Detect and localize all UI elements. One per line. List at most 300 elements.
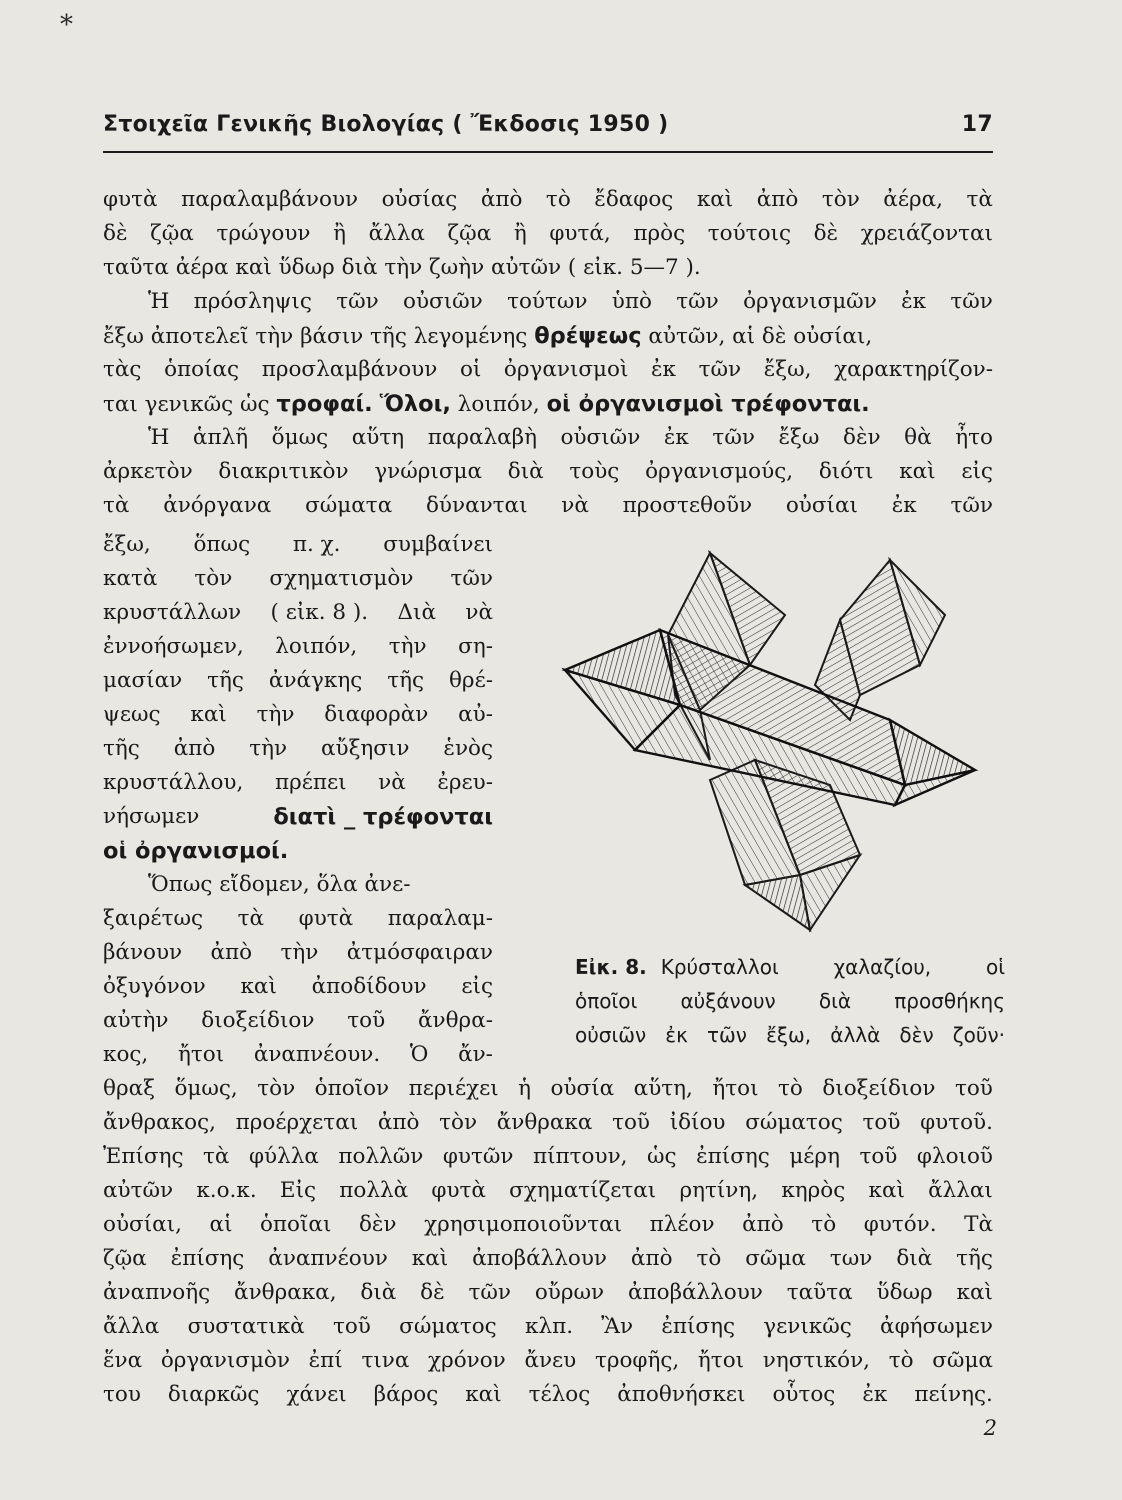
word: πλέον: [649, 1212, 715, 1237]
word: τῆς: [207, 668, 244, 693]
word: αὔξησιν: [321, 736, 410, 761]
word: Ὁ: [409, 1042, 429, 1067]
text-line: [103, 970, 493, 1004]
text-line: Ὅπως εἴδομεν, ὅλα ἀνε-: [148, 872, 411, 897]
word: ἀποβάλλουν: [472, 1246, 607, 1271]
corner-mark: ⁎: [60, 2, 73, 32]
word: των: [829, 1246, 873, 1271]
word: πρόσληψις: [193, 289, 312, 314]
word: τὰ: [966, 187, 993, 212]
word: ὁποίας: [164, 357, 240, 382]
word: τὸ: [696, 1246, 722, 1271]
word: ἔξω,: [763, 357, 812, 382]
header-rule: [103, 151, 993, 153]
word: πολλῶν: [338, 1144, 424, 1169]
word: ἁπλῆ: [192, 425, 249, 450]
word: ὁποῖοι: [575, 989, 638, 1013]
word: τοῦ: [347, 1008, 386, 1033]
word: ἀπὸ: [377, 1110, 420, 1135]
word: ὁποῖαι: [259, 1212, 332, 1237]
word: βάνουν: [103, 940, 183, 965]
word: ἀρκετὸν: [103, 459, 193, 484]
word: δὲ: [103, 221, 128, 246]
word: φυτὰ: [431, 1178, 486, 1203]
paragraph-bottom: [103, 1072, 993, 1412]
word: οὔρων: [534, 1280, 605, 1305]
word: διαφορὰν: [324, 702, 429, 727]
text-line: [103, 183, 993, 217]
word: Τὰ: [964, 1212, 993, 1237]
bold-term: οἱ ὀργανισμοὶ τρέφονται.: [546, 391, 870, 417]
word: ἄνθρακος,: [103, 1110, 216, 1135]
text-run: ται γενικῶς ὡς: [103, 392, 277, 417]
text-line: [103, 353, 993, 387]
word: ἀπὸ: [210, 940, 253, 965]
word: περιέχει: [408, 1076, 499, 1101]
bold-term: οἱ ὀργανισμοί.: [103, 838, 289, 864]
word: ὅπως: [193, 532, 251, 557]
word: ἡ: [518, 1076, 532, 1101]
word: καὶ: [899, 459, 936, 484]
word: Διὰ: [397, 600, 436, 625]
signature-mark: 2: [983, 1416, 997, 1440]
word: τινα: [361, 1348, 410, 1373]
word: ἐκ: [862, 1382, 888, 1407]
paragraph-top: [103, 183, 993, 523]
word: αὐ-: [458, 702, 493, 727]
word: διοξείδιον: [822, 1076, 936, 1101]
word: τοὺς: [569, 459, 620, 484]
word: τῆς: [956, 1246, 993, 1271]
word: π. χ.: [292, 532, 341, 557]
text-line: [103, 1004, 493, 1038]
word: ἐκ: [651, 357, 676, 382]
word: σώματος: [745, 1110, 843, 1135]
word: τὸ: [545, 187, 571, 212]
word: ἀναπνοῆς: [103, 1280, 211, 1305]
word: χαλαζίου,: [833, 955, 932, 979]
word: οὐσίαι,: [103, 1212, 182, 1237]
word: ἀπὸ: [480, 187, 523, 212]
word: ὕδωρ: [876, 1280, 933, 1305]
word: τούτων: [507, 289, 588, 314]
word: κρυστάλλων: [103, 600, 242, 625]
word: φυτά,: [549, 221, 611, 246]
word: ἀναπνέουν: [268, 1246, 388, 1271]
word: γνώρισμα: [374, 459, 483, 484]
word: συμβαίνει: [383, 532, 493, 557]
word: οὐσία: [550, 1076, 615, 1101]
text-line: [103, 1174, 993, 1208]
word: πίπτουν,: [532, 1144, 628, 1169]
word: τῶν: [950, 493, 993, 518]
word: φυτόν.: [863, 1212, 937, 1237]
text-line: [103, 1072, 993, 1106]
word: τῆς: [387, 668, 425, 693]
word: αἱ: [209, 1212, 233, 1237]
word: τὸν: [257, 1076, 296, 1101]
word: ἄλλα: [368, 221, 425, 246]
word: σχηματισμὸν: [269, 566, 414, 591]
word: τῶν: [712, 425, 755, 450]
word: διότι: [818, 459, 874, 484]
word: εἰς: [461, 974, 493, 999]
word: παραλαβὴ: [427, 425, 537, 450]
word: φύλλα: [248, 1144, 319, 1169]
word: οὐσιῶν: [560, 425, 641, 450]
word: προέρχεται: [235, 1110, 359, 1135]
word: ἔξω,: [766, 1023, 812, 1047]
word: ἀπὸ: [173, 736, 216, 761]
word: εἰς: [961, 459, 993, 484]
word: ἀπὸ: [742, 1212, 784, 1237]
word: καὶ: [465, 1382, 502, 1407]
word: διὰ: [360, 1280, 397, 1305]
word: τρώγουν: [216, 221, 311, 246]
word: ἐπίσης: [170, 1246, 245, 1271]
word: σχηματίζεται: [509, 1178, 657, 1203]
word: χρόνον: [428, 1348, 506, 1373]
text-line: [103, 1378, 993, 1412]
word: αὐτὴν: [103, 1008, 169, 1033]
word: ἀποδίδουν: [311, 974, 427, 999]
text-line: [103, 834, 493, 868]
text-run: ἔξω ἀποτελεῖ τὴν βάσιν τῆς λεγομένης: [103, 324, 535, 349]
word: τὴν: [388, 634, 427, 659]
text-run: λοιπόν,: [450, 392, 547, 417]
word: ἐκ: [665, 1023, 688, 1047]
text-line: ταῦτα ἀέρα καὶ ὕδωρ διὰ τὴν ζωὴν αὐτῶν ( εἰκ. 5—7 ).: [103, 255, 701, 280]
text-line: [103, 766, 493, 800]
word: ἀπὸ: [756, 187, 799, 212]
word: Κρύσταλλοι: [660, 955, 779, 979]
word: παραλαμ-: [387, 906, 493, 931]
word: τὸ: [811, 1212, 837, 1237]
word: διαρκῶς: [167, 1382, 260, 1407]
word: τὰς: [103, 357, 142, 382]
word: ἄνθρακα,: [234, 1280, 337, 1305]
word: ἐπίσης: [696, 1144, 770, 1169]
word: ἰδίου: [669, 1110, 726, 1135]
word: ἀπὸ: [630, 1246, 673, 1271]
word: ἄνθρα-: [418, 1008, 493, 1033]
word: ἤτοι: [712, 1076, 759, 1101]
word: ἐπίσης: [661, 1314, 736, 1339]
text-line: [103, 630, 493, 664]
word: διοξείδιον: [201, 1008, 315, 1033]
word: κηρὸς: [781, 1178, 846, 1203]
word: αὕτη: [351, 425, 405, 450]
text-line: [103, 664, 493, 698]
word: ( εἰκ. 8 ).: [270, 600, 369, 625]
word: ἀτμόσφαιραν: [346, 940, 493, 965]
word: ἄλλα: [103, 1314, 160, 1339]
word: ἀφήσωμεν: [880, 1314, 993, 1339]
word: ὀργανισμῶν: [743, 289, 877, 314]
word: ὀργανισμοὶ: [503, 357, 629, 382]
bold-term: διατὶ _ τρέφονται: [273, 804, 493, 830]
caption-line: [575, 1018, 1005, 1052]
word: δὲν: [358, 1212, 397, 1237]
word: ψεως: [103, 702, 161, 727]
word: ἀνάγκης: [268, 668, 363, 693]
word: τοῦ: [954, 1076, 993, 1101]
word: αὐτῶν: [103, 1178, 174, 1203]
word: παραλαμβάνουν: [181, 187, 359, 212]
word: ταῦτα: [786, 1280, 853, 1305]
text-line: [103, 1310, 993, 1344]
word: κλπ.: [525, 1314, 574, 1339]
word: δὲ: [813, 221, 839, 246]
word: ἄνθρακα: [496, 1110, 593, 1135]
word: ὁποῖον: [314, 1076, 390, 1101]
word: τῶν: [450, 566, 493, 591]
word: βάρος: [373, 1382, 439, 1407]
text-line: [103, 217, 993, 251]
caption-line: [575, 984, 1005, 1018]
word: οὗτος: [772, 1382, 836, 1407]
word: Εἰς: [279, 1178, 317, 1203]
word: σῶμα: [745, 1246, 806, 1271]
text-line: [103, 1208, 993, 1242]
text-line: [103, 1344, 993, 1378]
word: διὰ: [896, 1246, 933, 1271]
word: του: [103, 1382, 141, 1407]
word: δὲν: [899, 1023, 934, 1047]
word: ἦτο: [955, 425, 993, 450]
text-line: [103, 1038, 493, 1072]
word: ἔξω,: [103, 532, 151, 557]
word: οἱ: [459, 357, 482, 382]
word: καὶ: [956, 1280, 993, 1305]
word: σῶμα: [932, 1348, 993, 1373]
word: χαρακτηρίζον-: [834, 357, 993, 382]
word: φυτὰ: [103, 187, 158, 212]
word: ἄνευ: [524, 1348, 577, 1373]
word: τὰ: [237, 906, 265, 931]
word: πείνης.: [914, 1382, 993, 1407]
word: καὶ: [411, 1246, 449, 1271]
word: ὀργανισμούς,: [645, 459, 794, 484]
word: ἢ: [333, 221, 346, 246]
word: ἀναπνέουν.: [253, 1042, 381, 1067]
word: ἕνα: [103, 1348, 143, 1373]
word: τὸν: [194, 566, 233, 591]
text-run: νήσωμεν: [103, 804, 200, 829]
word: σώματα: [305, 493, 393, 518]
word: τῶν: [950, 289, 993, 314]
word: κρυστάλλου,: [103, 770, 244, 795]
word: τέλος: [528, 1382, 591, 1407]
text-line: [103, 562, 493, 596]
text-line: [103, 387, 993, 421]
word: ὡς: [647, 1144, 677, 1169]
word: ὀργανισμὸν: [160, 1348, 290, 1373]
word: τὸν: [439, 1110, 478, 1135]
word: τὰ: [203, 1144, 230, 1169]
text-line: [103, 732, 493, 766]
word: ἐκ: [663, 425, 689, 450]
word: φλοιοῦ: [916, 1144, 993, 1169]
word: θρέ-: [448, 668, 493, 693]
text-line: [103, 489, 993, 523]
text-line: [103, 800, 493, 834]
text-line: [103, 528, 493, 562]
word: θραξ: [103, 1076, 155, 1101]
word: τοῦ: [332, 1314, 371, 1339]
word: ἐπί: [308, 1348, 343, 1373]
text-line: [103, 1242, 993, 1276]
word: ἄλλαι: [928, 1178, 993, 1203]
word: ζῷα: [103, 1246, 147, 1271]
word: καὶ: [868, 1178, 905, 1203]
word: τῶν: [698, 357, 742, 382]
word: ἐκ: [901, 289, 927, 314]
word: φυτῶν: [442, 1144, 514, 1169]
bold-term: θρέψεως: [534, 323, 642, 349]
word: ζῷα: [447, 221, 492, 246]
word: τὴν: [249, 736, 288, 761]
figure-label: Εἰκ. 8.: [575, 955, 647, 979]
word: ἔξω: [778, 425, 820, 450]
word: τὴν: [280, 940, 319, 965]
bold-term: τροφαί.: [276, 391, 373, 417]
bold-term: Ὅλοι,: [379, 391, 451, 417]
word: ξαιρέτως: [103, 906, 204, 931]
word: οὐσίαι: [785, 493, 858, 518]
word: οὐσίας: [381, 187, 458, 212]
word: Ἡ: [148, 425, 170, 450]
word: Ἂν: [601, 1314, 634, 1339]
word: ἀποθνήσκει: [617, 1382, 746, 1407]
word: τῶν: [336, 289, 379, 314]
word: οὐσιῶν: [403, 289, 483, 314]
text-line: [103, 936, 493, 970]
word: φυτὰ: [298, 906, 354, 931]
word: ὑπὸ: [611, 289, 652, 314]
word: Ἡ: [148, 289, 170, 314]
word: τοῦ: [859, 1144, 898, 1169]
word: κ.ο.κ.: [196, 1178, 257, 1203]
word: χρειάζονται: [860, 221, 993, 246]
word: κατὰ: [103, 566, 158, 591]
word: ἐκ: [891, 493, 917, 518]
word: θὰ: [904, 425, 932, 450]
word: πρέπει: [274, 770, 347, 795]
word: προσθήκης: [894, 989, 1005, 1013]
word: τὸ: [778, 1076, 803, 1101]
text-line: [103, 902, 493, 936]
word: νηστικόν,: [762, 1348, 871, 1373]
word: τὴν: [256, 702, 295, 727]
word: τὰ: [103, 493, 130, 518]
word: δύνανται: [425, 493, 528, 518]
word: οἱ: [985, 955, 1005, 979]
word: ὀξυγόνον: [103, 974, 206, 999]
word: μασίαν: [103, 668, 183, 693]
word: καὶ: [240, 974, 277, 999]
word: τῶν: [468, 1280, 511, 1305]
word: διὰ: [818, 989, 852, 1013]
text-line: [103, 698, 493, 732]
word: δὲν: [843, 425, 881, 450]
book-title: Στοιχεῖα Γενικῆς Βιολογίας ( Ἔκδοσις 1950 ): [103, 112, 669, 137]
figure-caption: [575, 950, 1005, 1052]
word: διακριτικὸν: [218, 459, 349, 484]
word: αὕτη,: [633, 1076, 693, 1101]
word: λοιπόν,: [275, 634, 358, 659]
word: πρὸς: [633, 221, 686, 246]
word: φυτοῦ.: [920, 1110, 993, 1135]
word: νὰ: [378, 770, 406, 795]
word: τῆς: [103, 736, 140, 761]
word: Ἐπίσης: [103, 1144, 184, 1169]
word: καὶ: [190, 702, 227, 727]
text-line: [103, 1140, 993, 1174]
word: ζοῦν·: [952, 1023, 1005, 1047]
word: πολλὰ: [339, 1178, 409, 1203]
word: ση-: [458, 634, 493, 659]
word: τῶν: [676, 289, 719, 314]
side-column: [103, 528, 493, 1072]
word: ἀνόργανα: [163, 493, 272, 518]
word: ἔδαφος: [594, 187, 674, 212]
word: τροφῆς,: [594, 1348, 680, 1373]
text-line: [103, 285, 993, 319]
word: δὲ: [420, 1280, 445, 1305]
word: ἀποβάλλουν: [627, 1280, 763, 1305]
text-line: [103, 596, 493, 630]
word: κος,: [103, 1042, 149, 1067]
word: ἄν-: [458, 1042, 493, 1067]
word: ἀέρα,: [883, 187, 943, 212]
word: μέρη: [789, 1144, 840, 1169]
word: διὰ: [507, 459, 544, 484]
running-header: [103, 112, 993, 137]
text-line: [103, 455, 993, 489]
word: οὐσιῶν: [575, 1023, 647, 1047]
crystal-right-upright: [815, 560, 945, 720]
word: συστατικὰ: [187, 1314, 305, 1339]
word: ρητίνη,: [679, 1178, 759, 1203]
word: χάνει: [286, 1382, 347, 1407]
word: ἢ: [513, 221, 527, 246]
word: τοῦ: [612, 1110, 650, 1135]
word: σώματος: [399, 1314, 497, 1339]
word: ζῷα: [150, 221, 194, 246]
text-line: [103, 1106, 993, 1140]
word: καὶ: [696, 187, 734, 212]
word: νὰ: [465, 600, 493, 625]
word: προστεθοῦν: [622, 493, 753, 518]
word: νὰ: [561, 493, 589, 518]
word: τούτοις: [707, 221, 791, 246]
word: ἤτοι: [177, 1042, 225, 1067]
page-number-top: 17: [961, 112, 993, 137]
word: γενικῶς: [763, 1314, 852, 1339]
word: τὸ: [888, 1348, 914, 1373]
word: ὅμως: [271, 425, 329, 450]
word: τῶν: [707, 1023, 747, 1047]
word: τοῦ: [862, 1110, 901, 1135]
word: ἤτοι: [697, 1348, 745, 1373]
word: ἐννοήσωμεν,: [103, 634, 244, 659]
word: ὅμως,: [174, 1076, 238, 1101]
word: χρησιμοποιοῦνται: [424, 1212, 623, 1237]
quartz-crystals-illustration: [560, 545, 1000, 945]
word: ἐρευ-: [437, 770, 493, 795]
word: αὐξάνουν: [680, 989, 776, 1013]
